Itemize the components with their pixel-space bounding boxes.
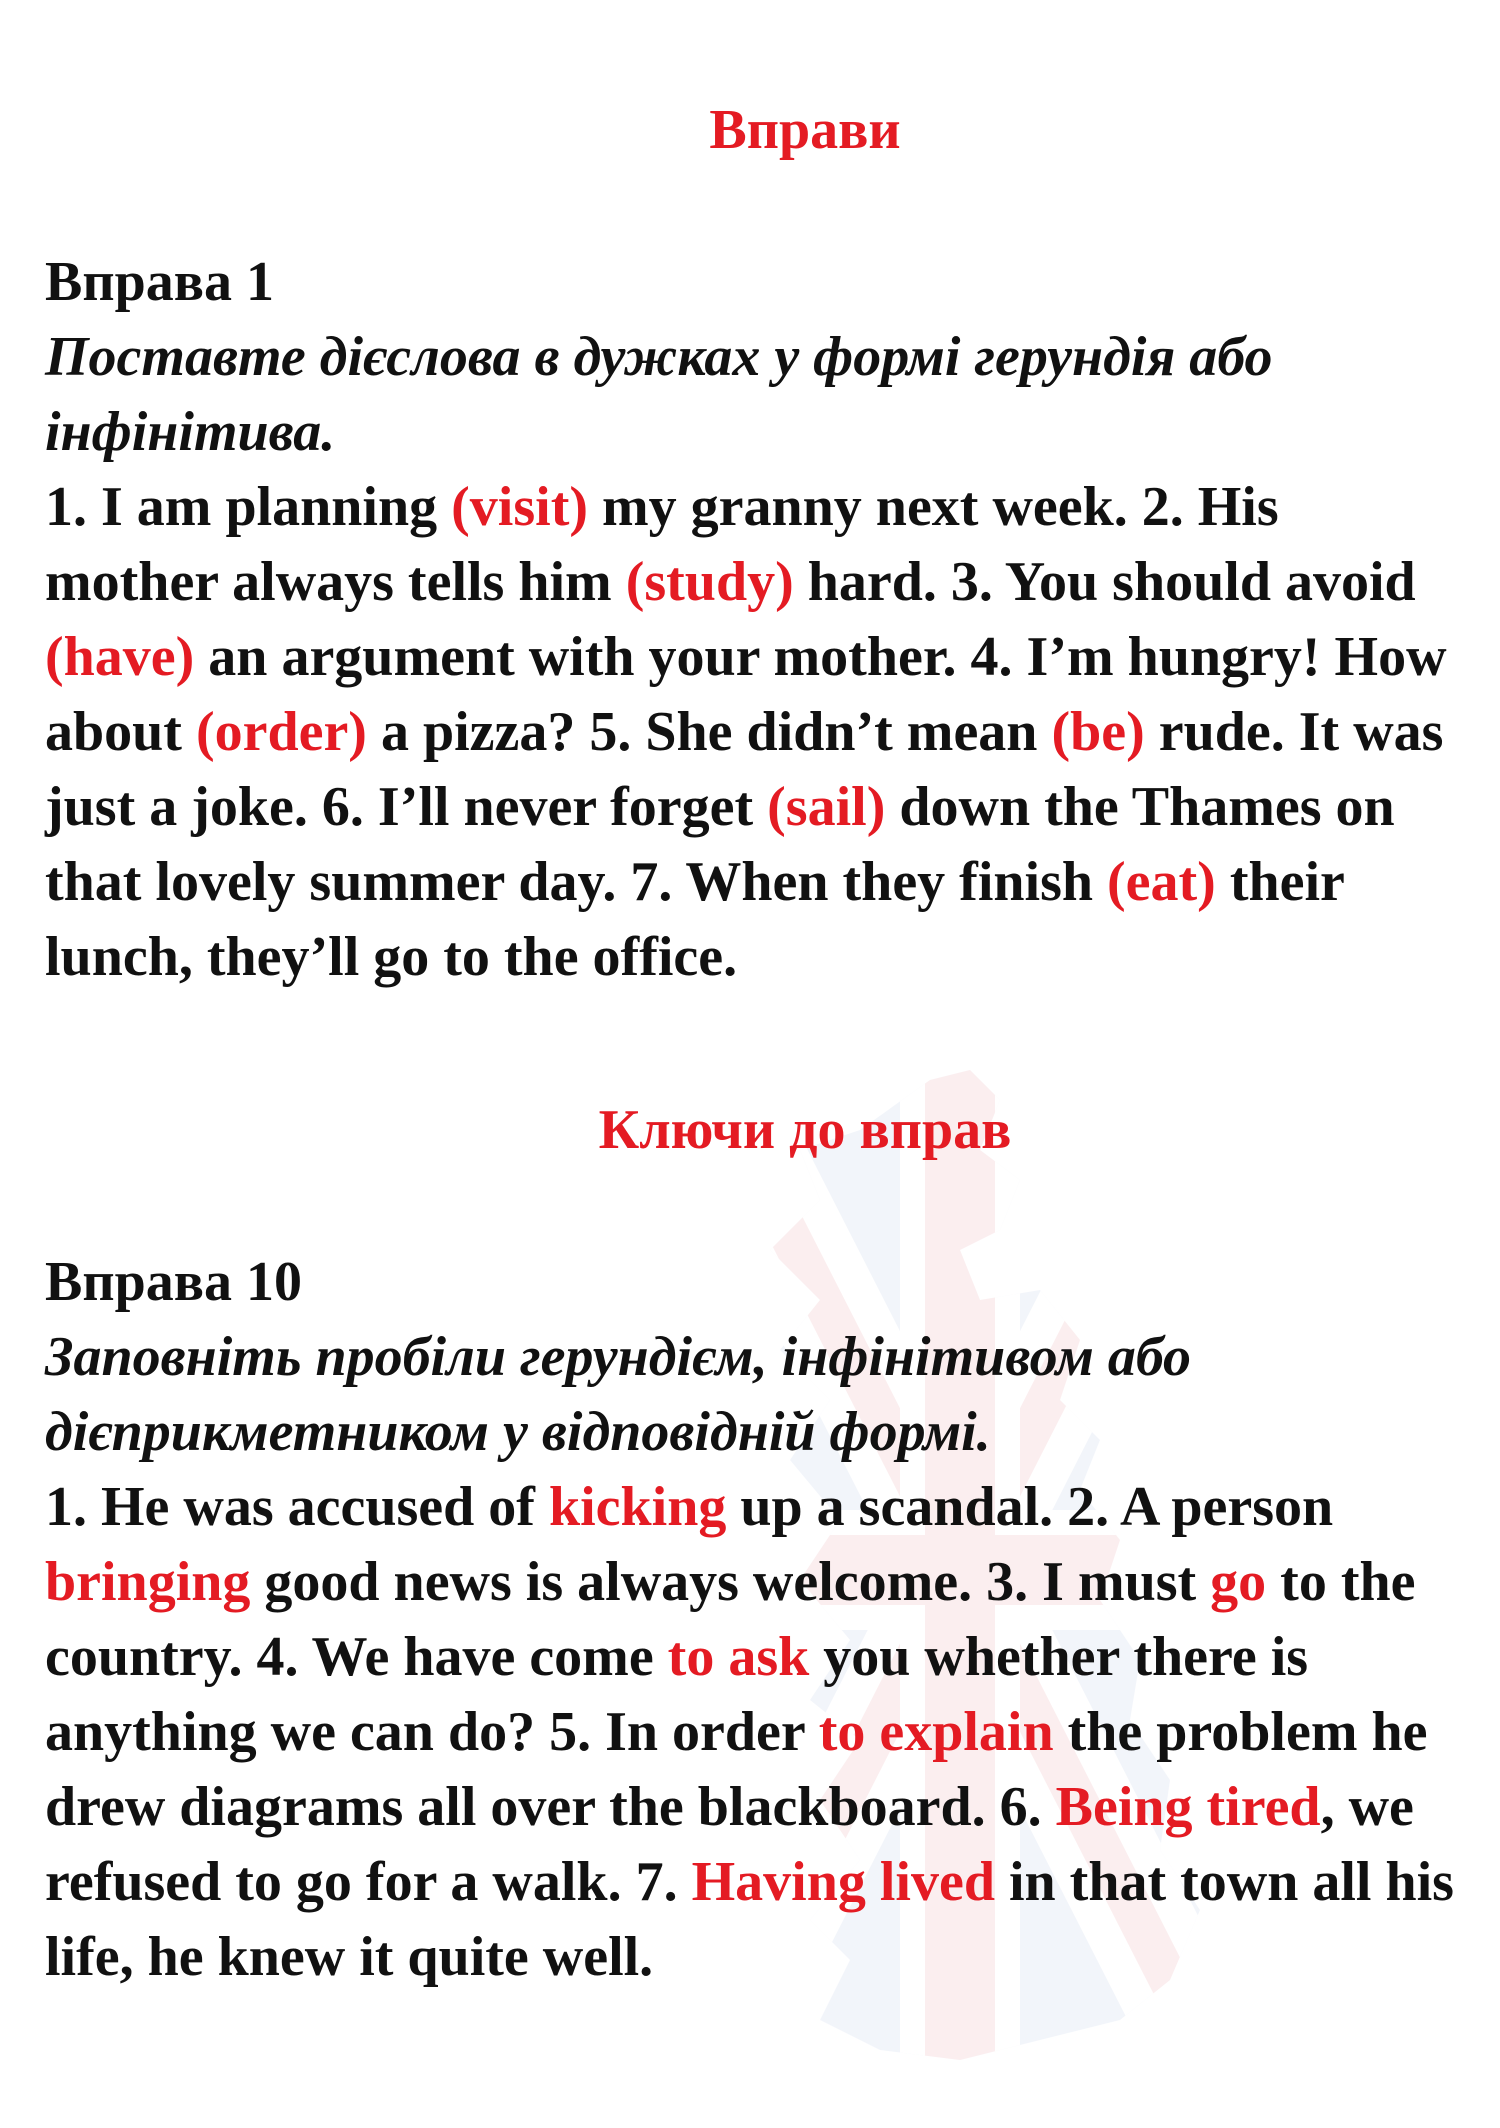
highlighted-answer: (order)	[195, 701, 367, 763]
highlighted-answer: go	[1210, 1551, 1267, 1613]
text-segment: , we refused to go for a walk. 7.	[45, 1776, 1414, 1913]
exercise-1-instruction: Поставте дієслова в дужках у формі герундія або інфінітива.	[45, 326, 1273, 463]
text-segment: 1. I am planning	[45, 476, 452, 538]
exercise-10-text	[45, 1470, 1465, 1995]
text-segment: their lunch, they’ll go to the office.	[45, 851, 1344, 988]
highlighted-answer: (visit)	[451, 476, 588, 538]
highlighted-answer: Being tired	[1055, 1776, 1321, 1838]
highlighted-answer: (sail)	[767, 776, 886, 838]
highlighted-answer: (study)	[625, 551, 794, 613]
text-segment: down the Thames on that lovely summer day. 7. When they finish	[45, 776, 1395, 913]
text-segment: in that town all his life, he knew it quite well.	[45, 1851, 1454, 1988]
exercise-10	[45, 1245, 1465, 1995]
text-segment: an argument with your mother. 4. I’m hungry! How about	[45, 626, 1447, 763]
exercise-1	[45, 245, 1465, 995]
highlighted-answer: bringing	[45, 1551, 251, 1613]
exercise-1-title: Вправа 1	[45, 251, 275, 313]
text-segment: 1. He was accused of	[45, 1476, 549, 1538]
keys-heading: Ключи до вправ	[598, 1099, 1012, 1161]
highlighted-answer: kicking	[548, 1476, 727, 1538]
highlighted-answer: (eat)	[1107, 851, 1216, 913]
text-segment: my granny next week. 2. His mother always tells him	[45, 476, 1279, 613]
exercise-1-text	[45, 470, 1465, 995]
exercise-10-instruction: Заповніть пробіли герундієм, інфінітивом або дієприкметником у відповідній формі.	[45, 1326, 1192, 1463]
text-segment: you whether there is anything we can do? 5. In order	[45, 1626, 1309, 1763]
highlighted-answer: to ask	[667, 1626, 810, 1688]
exercises-heading: Вправи	[709, 99, 901, 161]
text-segment: hard. 3. You should avoid	[793, 551, 1416, 613]
exercise-10-title: Вправа 10	[45, 1251, 303, 1313]
text-segment: the problem he drew diagrams all over the blackboard. 6.	[45, 1701, 1428, 1838]
highlighted-answer: Having lived	[691, 1851, 995, 1913]
text-segment: rude. It was just a joke. 6. I’ll never forget	[45, 701, 1444, 838]
text-segment: up a scandal. 2. A person	[726, 1476, 1334, 1538]
text-segment: a pizza? 5. She didn’t mean	[366, 701, 1052, 763]
highlighted-answer: to explain	[818, 1701, 1054, 1763]
text-segment: to the country. 4. We have come	[45, 1551, 1416, 1688]
document-page	[45, 95, 1465, 1995]
highlighted-answer: (have)	[45, 626, 195, 688]
highlighted-answer: (be)	[1051, 701, 1145, 763]
text-segment: good news is always welcome. 3. I must	[250, 1551, 1211, 1613]
